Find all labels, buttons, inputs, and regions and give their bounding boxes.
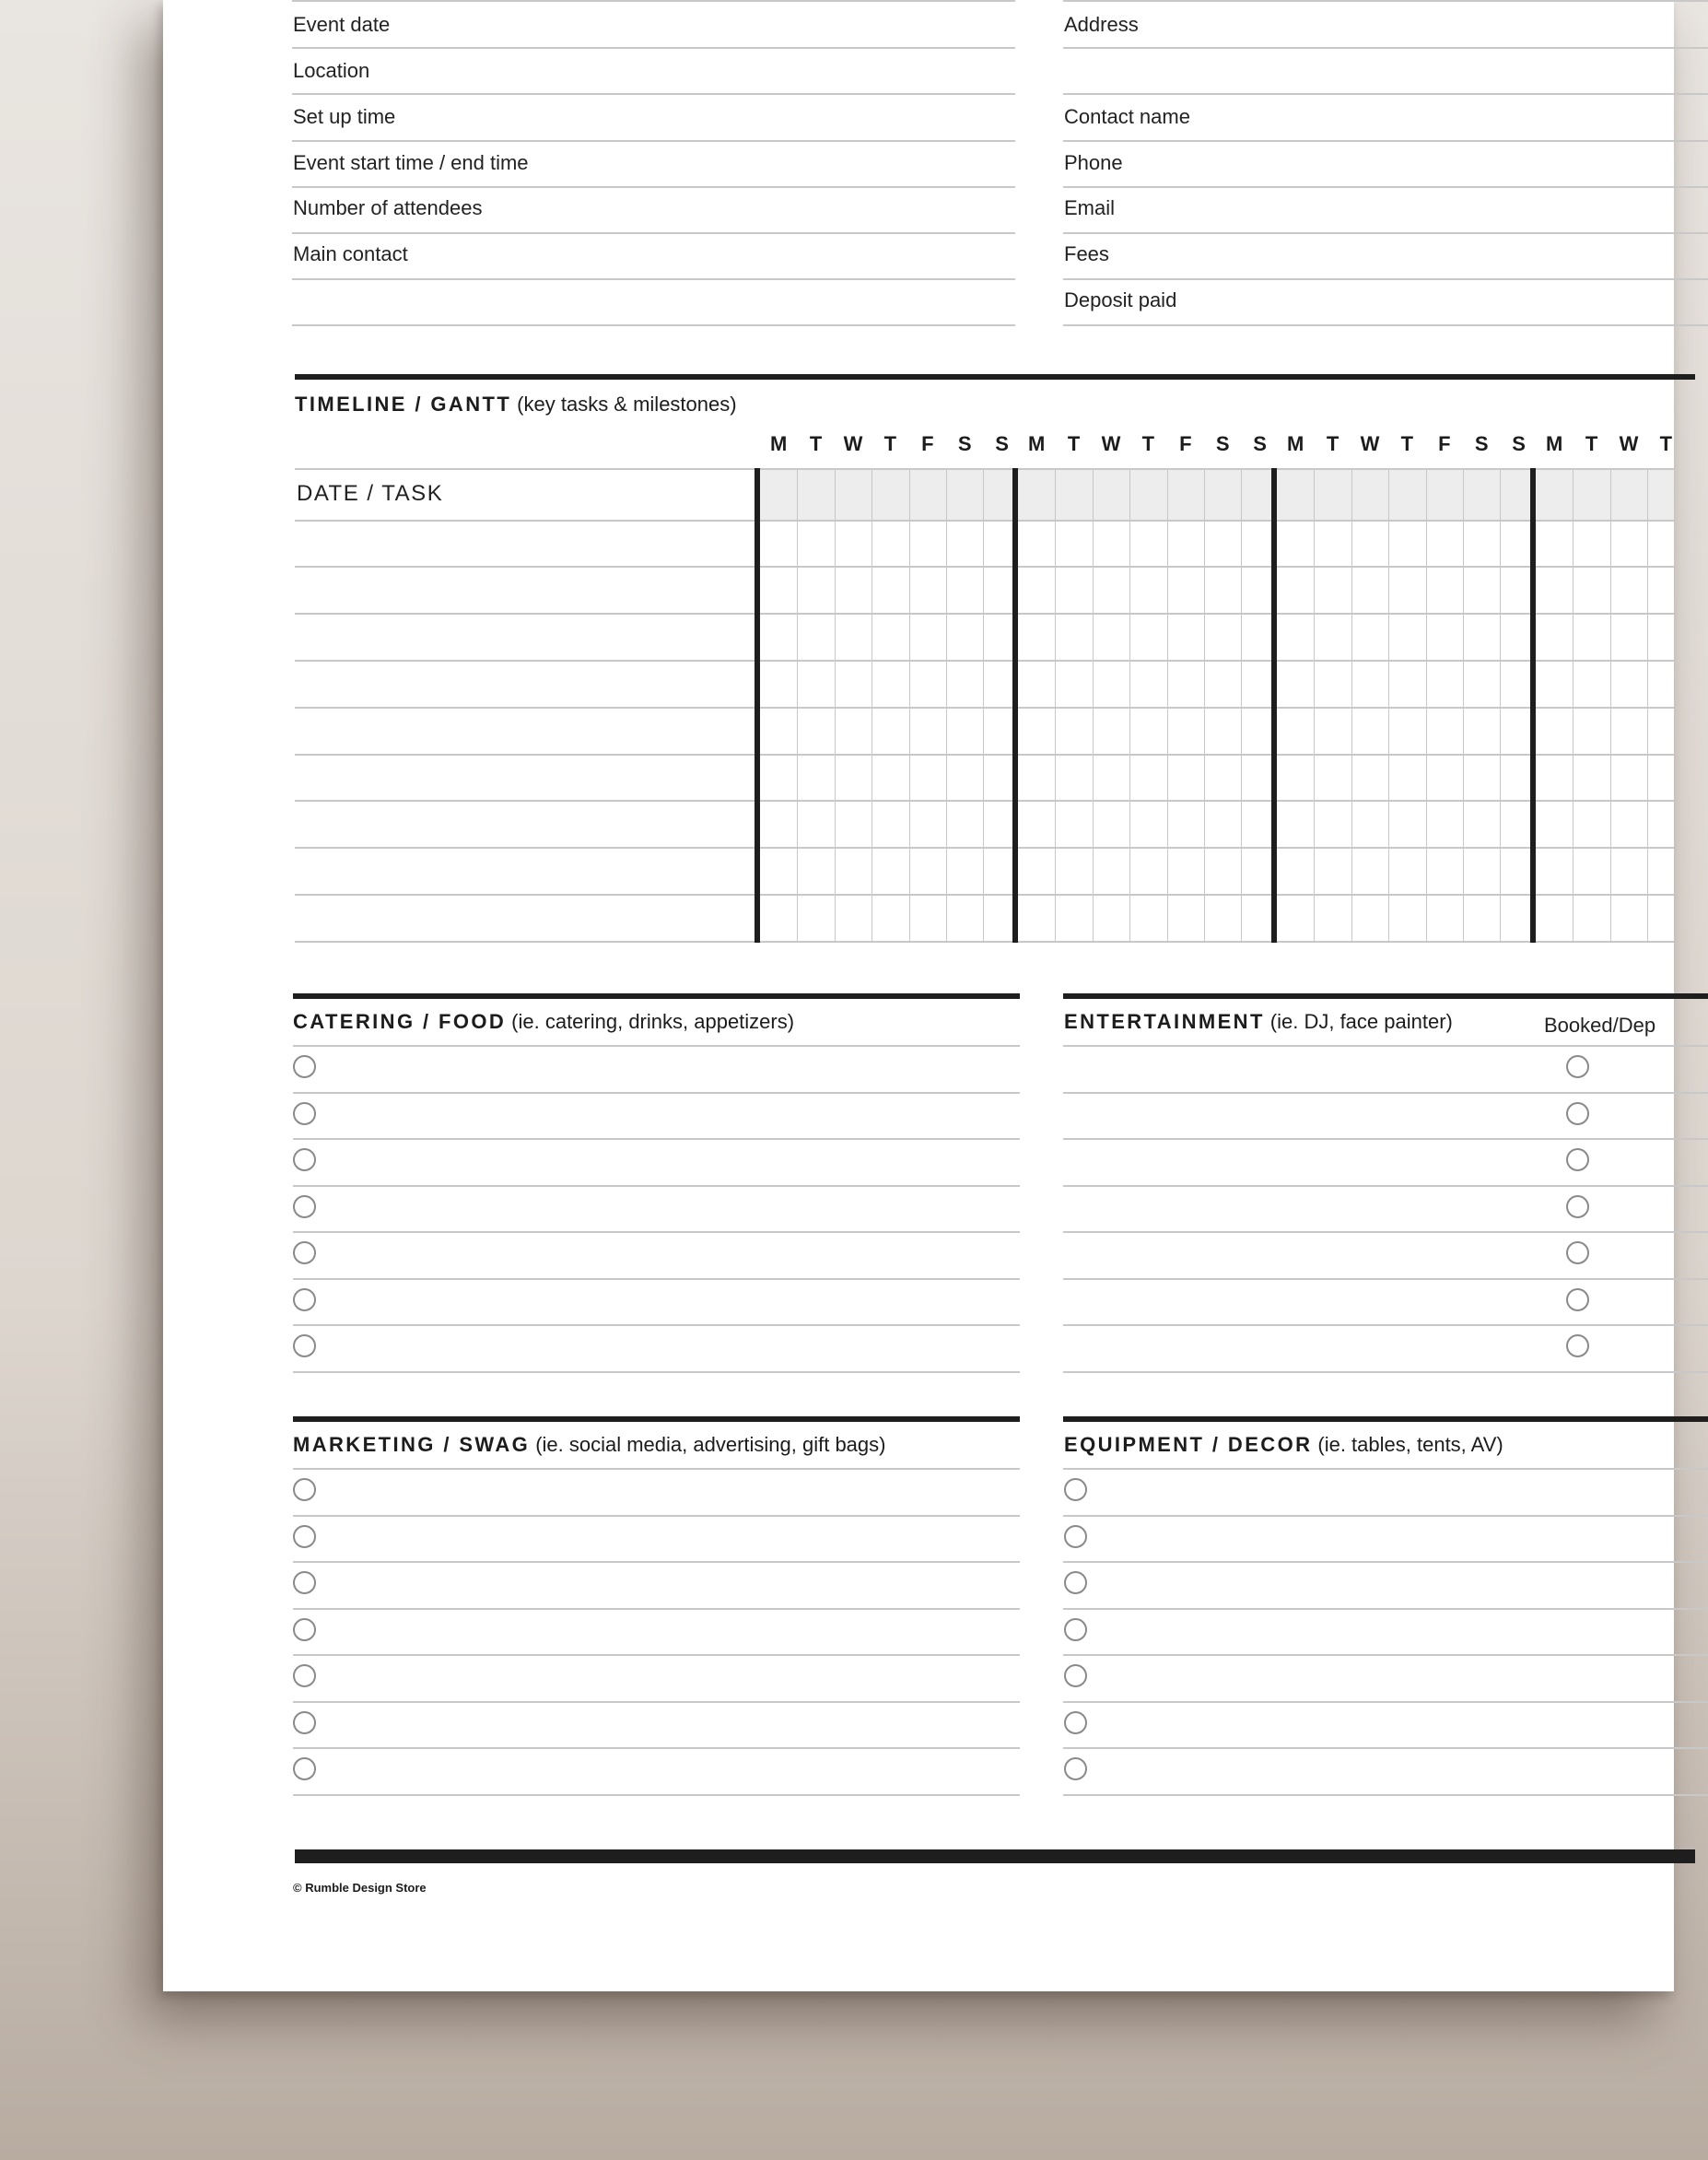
checkbox-circle-icon[interactable] bbox=[1064, 1618, 1087, 1641]
field-line bbox=[1063, 232, 1708, 234]
checkbox-circle-icon[interactable] bbox=[293, 1757, 316, 1780]
copyright-text: © Rumble Design Store bbox=[293, 1881, 427, 1895]
checkbox-circle-icon[interactable] bbox=[293, 1478, 316, 1501]
checkbox-circle-icon[interactable] bbox=[1064, 1664, 1087, 1687]
gantt-week-header-fill bbox=[1536, 468, 1674, 520]
checklist-row[interactable] bbox=[1063, 1656, 1708, 1698]
gantt-day-divider bbox=[946, 468, 947, 943]
gantt-day-header: F bbox=[1438, 432, 1451, 455]
equipment-title bbox=[1064, 1433, 1503, 1457]
gantt-day-divider bbox=[797, 468, 798, 943]
checklist-row[interactable] bbox=[1063, 1470, 1708, 1512]
gantt-day-divider bbox=[1241, 468, 1242, 943]
checklist-row[interactable] bbox=[1063, 1610, 1708, 1652]
field-line bbox=[292, 93, 1015, 95]
checklist-row[interactable] bbox=[293, 1703, 1020, 1745]
gantt-day-header: T bbox=[1067, 432, 1081, 455]
gantt-day-header: W bbox=[1360, 432, 1380, 455]
gantt-day-divider bbox=[1314, 468, 1315, 943]
field-line bbox=[292, 232, 1015, 234]
gantt-day-header: S bbox=[957, 432, 972, 455]
checklist-row[interactable] bbox=[293, 1140, 1020, 1182]
checkbox-circle-icon[interactable] bbox=[1064, 1478, 1087, 1501]
gantt-day-header: F bbox=[1179, 432, 1192, 455]
gantt-day-divider bbox=[1351, 468, 1352, 943]
timeline-top-rule bbox=[295, 374, 1695, 380]
field-address[interactable]: Address bbox=[1064, 13, 1139, 36]
checkbox-circle-icon[interactable] bbox=[293, 1148, 316, 1171]
checkbox-circle-icon[interactable] bbox=[1566, 1055, 1589, 1078]
gantt-day-header: S bbox=[995, 432, 1009, 455]
marketing-title bbox=[293, 1433, 885, 1457]
planner-page bbox=[163, 0, 1674, 1991]
gantt-task-row[interactable] bbox=[295, 802, 750, 847]
checkbox-circle-icon[interactable] bbox=[1566, 1288, 1589, 1311]
gantt-day-header: T bbox=[809, 432, 823, 455]
field-event-date[interactable]: Event date bbox=[293, 13, 391, 36]
entertainment-title bbox=[1064, 1010, 1453, 1034]
checklist-line bbox=[293, 1371, 1020, 1373]
checklist-row[interactable] bbox=[1063, 1280, 1708, 1322]
checkbox-circle-icon[interactable] bbox=[293, 1334, 316, 1357]
gantt-day-divider bbox=[1129, 468, 1130, 943]
gantt-day-divider bbox=[835, 468, 836, 943]
equipment-subtitle: (ie. tables, tents, AV) bbox=[1317, 1433, 1503, 1456]
checkbox-circle-icon[interactable] bbox=[293, 1664, 316, 1687]
checkbox-circle-icon[interactable] bbox=[1064, 1757, 1087, 1780]
field-line bbox=[1063, 186, 1708, 188]
gantt-task-row[interactable] bbox=[295, 568, 750, 613]
gantt-day-divider bbox=[909, 468, 910, 943]
checkbox-circle-icon[interactable] bbox=[293, 1618, 316, 1641]
timeline-subtitle: (key tasks & milestones) bbox=[517, 393, 737, 416]
gantt-task-row[interactable] bbox=[295, 522, 750, 566]
gantt-day-divider bbox=[1388, 468, 1389, 943]
checkbox-circle-icon[interactable] bbox=[293, 1055, 316, 1078]
equipment-top-rule bbox=[1063, 1416, 1708, 1422]
catering-top-rule bbox=[293, 993, 1020, 999]
checklist-row[interactable] bbox=[1063, 1187, 1708, 1229]
checkbox-circle-icon[interactable] bbox=[293, 1288, 316, 1311]
checklist-row[interactable] bbox=[1063, 1517, 1708, 1559]
entertainment-title-text: ENTERTAINMENT bbox=[1064, 1010, 1265, 1033]
checklist-row[interactable] bbox=[1063, 1326, 1708, 1368]
footer-bar bbox=[295, 1849, 1695, 1863]
timeline-title bbox=[295, 393, 737, 417]
field-location[interactable]: Location bbox=[293, 59, 370, 82]
gantt-day-header: W bbox=[843, 432, 863, 455]
field-phone[interactable]: Phone bbox=[1064, 151, 1123, 174]
checklist-row[interactable] bbox=[1063, 1563, 1708, 1605]
checklist-row[interactable] bbox=[1063, 1233, 1708, 1275]
field-main-contact[interactable]: Main contact bbox=[293, 242, 408, 265]
field-deposit-paid[interactable]: Deposit paid bbox=[1064, 288, 1177, 311]
field-line bbox=[1063, 278, 1708, 280]
checklist-row[interactable] bbox=[293, 1280, 1020, 1322]
marketing-title-text: MARKETING / SWAG bbox=[293, 1433, 531, 1456]
checkbox-circle-icon[interactable] bbox=[1566, 1195, 1589, 1218]
field-line bbox=[1063, 324, 1708, 326]
gantt-day-header: W bbox=[1101, 432, 1121, 455]
gantt-day-header: S bbox=[1253, 432, 1267, 455]
checklist-line bbox=[1063, 1794, 1708, 1796]
gantt-day-divider bbox=[1426, 468, 1427, 943]
marketing-subtitle: (ie. social media, advertising, gift bags) bbox=[535, 1433, 886, 1456]
checkbox-circle-icon[interactable] bbox=[1064, 1571, 1087, 1594]
gantt-day-header: M bbox=[1546, 432, 1563, 455]
gantt-day-divider bbox=[1055, 468, 1056, 943]
gantt-week-separator bbox=[1530, 468, 1536, 943]
gantt-task-row[interactable] bbox=[295, 615, 750, 660]
checklist-row[interactable] bbox=[1063, 1703, 1708, 1745]
gantt-row-line bbox=[295, 941, 1674, 943]
field-event-start-end[interactable]: Event start time / end time bbox=[293, 151, 529, 174]
gantt-day-divider bbox=[1093, 468, 1094, 943]
checklist-row[interactable] bbox=[1063, 1094, 1708, 1136]
field-line bbox=[292, 278, 1015, 280]
checkbox-circle-icon[interactable] bbox=[293, 1241, 316, 1264]
checkbox-circle-icon[interactable] bbox=[1566, 1241, 1589, 1264]
field-line bbox=[1063, 140, 1708, 142]
checkbox-circle-icon[interactable] bbox=[293, 1571, 316, 1594]
entertainment-booked-column-label: Booked/Dep bbox=[1544, 1014, 1656, 1037]
catering-title-text: CATERING / FOOD bbox=[293, 1010, 507, 1033]
gantt-day-header: F bbox=[921, 432, 934, 455]
checklist-row[interactable] bbox=[1063, 1047, 1708, 1089]
gantt-day-divider bbox=[1500, 468, 1501, 943]
field-email[interactable]: Email bbox=[1064, 196, 1116, 219]
equipment-title-text: EQUIPMENT / DECOR bbox=[1064, 1433, 1313, 1456]
gantt-header-line bbox=[295, 468, 1674, 470]
checklist-row[interactable] bbox=[293, 1233, 1020, 1275]
field-line bbox=[1063, 93, 1708, 95]
gantt-task-row[interactable] bbox=[295, 662, 750, 707]
checklist-line bbox=[293, 1794, 1020, 1796]
checkbox-circle-icon[interactable] bbox=[1566, 1102, 1589, 1125]
checkbox-circle-icon[interactable] bbox=[293, 1711, 316, 1734]
checklist-row[interactable] bbox=[293, 1563, 1020, 1605]
checklist-row[interactable] bbox=[1063, 1140, 1708, 1182]
gantt-day-header: T bbox=[1585, 432, 1598, 455]
field-line bbox=[1063, 47, 1708, 49]
entertainment-top-rule bbox=[1063, 993, 1708, 999]
gantt-task-row[interactable] bbox=[295, 709, 750, 754]
gantt-task-row[interactable] bbox=[295, 756, 750, 800]
gantt-week-separator bbox=[1012, 468, 1018, 943]
checklist-row[interactable] bbox=[293, 1470, 1020, 1512]
checklist-row[interactable] bbox=[293, 1326, 1020, 1368]
timeline-row-header: DATE / TASK bbox=[297, 481, 444, 506]
gantt-day-divider bbox=[1463, 468, 1464, 943]
gantt-day-header: S bbox=[1215, 432, 1230, 455]
catering-subtitle: (ie. catering, drinks, appetizers) bbox=[511, 1010, 795, 1033]
gantt-day-header: T bbox=[1141, 432, 1155, 455]
checklist-row[interactable] bbox=[293, 1610, 1020, 1652]
checklist-row[interactable] bbox=[1063, 1749, 1708, 1791]
gantt-day-header: M bbox=[1287, 432, 1304, 455]
entertainment-subtitle: (ie. DJ, face painter) bbox=[1269, 1010, 1453, 1033]
checklist-row[interactable] bbox=[293, 1656, 1020, 1698]
checkbox-circle-icon[interactable] bbox=[1064, 1711, 1087, 1734]
checkbox-circle-icon[interactable] bbox=[293, 1102, 316, 1125]
field-line bbox=[292, 186, 1015, 188]
field-number-of-attendees[interactable]: Number of attendees bbox=[293, 196, 483, 219]
gantt-day-divider bbox=[1647, 468, 1648, 943]
checkbox-circle-icon[interactable] bbox=[1566, 1148, 1589, 1171]
gantt-day-divider bbox=[1204, 468, 1205, 943]
gantt-day-header: S bbox=[1512, 432, 1526, 455]
field-line bbox=[1063, 0, 1708, 2]
gantt-day-divider bbox=[1610, 468, 1611, 943]
checklist-row[interactable] bbox=[293, 1517, 1020, 1559]
checklist-row[interactable] bbox=[293, 1094, 1020, 1136]
gantt-day-header: T bbox=[1326, 432, 1339, 455]
field-set-up-time[interactable]: Set up time bbox=[293, 105, 396, 128]
checklist-row[interactable] bbox=[293, 1187, 1020, 1229]
gantt-day-header: W bbox=[1619, 432, 1639, 455]
gantt-day-header: S bbox=[1474, 432, 1489, 455]
checkbox-circle-icon[interactable] bbox=[1064, 1525, 1087, 1548]
gantt-day-divider bbox=[1167, 468, 1168, 943]
field-fees[interactable]: Fees bbox=[1064, 242, 1109, 265]
checkbox-circle-icon[interactable] bbox=[1566, 1334, 1589, 1357]
gantt-task-row[interactable] bbox=[295, 896, 750, 941]
checklist-row[interactable] bbox=[293, 1047, 1020, 1089]
catering-title bbox=[293, 1010, 794, 1034]
checklist-line bbox=[1063, 1371, 1708, 1373]
checkbox-circle-icon[interactable] bbox=[293, 1195, 316, 1218]
field-line bbox=[292, 324, 1015, 326]
field-line bbox=[292, 0, 1015, 2]
gantt-day-header: T bbox=[1400, 432, 1414, 455]
checklist-row[interactable] bbox=[293, 1749, 1020, 1791]
gantt-day-header: M bbox=[770, 432, 788, 455]
gantt-week-separator bbox=[755, 468, 760, 943]
gantt-day-header: T bbox=[1659, 432, 1673, 455]
gantt-task-row[interactable] bbox=[295, 849, 750, 894]
field-contact-name[interactable]: Contact name bbox=[1064, 105, 1190, 128]
timeline-title-text: TIMELINE / GANTT bbox=[295, 393, 512, 416]
field-line bbox=[292, 140, 1015, 142]
marketing-top-rule bbox=[293, 1416, 1020, 1422]
field-line bbox=[292, 47, 1015, 49]
checkbox-circle-icon[interactable] bbox=[293, 1525, 316, 1548]
gantt-day-header: M bbox=[1028, 432, 1046, 455]
gantt-day-header: T bbox=[883, 432, 897, 455]
gantt-day-divider bbox=[983, 468, 984, 943]
gantt-week-separator bbox=[1271, 468, 1277, 943]
